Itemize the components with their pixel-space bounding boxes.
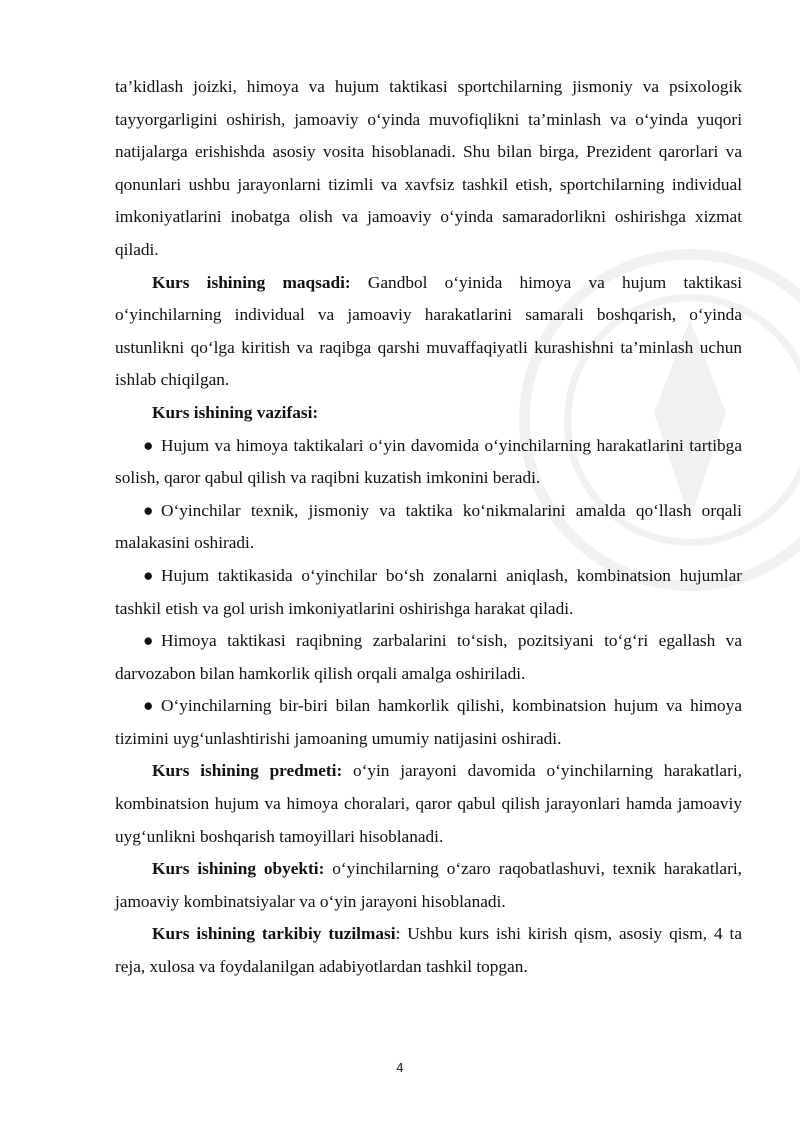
list-item-text: Himoya taktikasi raqibning zarbalarini to‘sish, pozitsiyani to‘g‘ri egallash va darvozabon bilan hamkorlik qilish orqali amalga oshiriladi. [115, 631, 742, 683]
vazifa-label: Kurs ishining vazifasi: [152, 402, 319, 422]
obyekt-paragraph [115, 853, 742, 918]
document-body [115, 71, 742, 984]
bullet-icon: ● [143, 631, 154, 651]
obyekt-label: Kurs ishining obyekti: [152, 859, 325, 879]
list-item-text: O‘yinchilarning bir-biri bilan hamkorlik qilishi, kombinatsion hujum va himoya tizimini uyg‘unlashtirishi jamoaning umumiy natijasini oshiradi. [115, 696, 742, 748]
predmet-paragraph [115, 755, 742, 853]
maqsad-paragraph [115, 267, 742, 397]
bullet-icon: ● [143, 435, 154, 455]
list-item [115, 560, 742, 625]
bullet-icon: ● [143, 500, 154, 520]
list-item-text: Hujum va himoya taktikalari o‘yin davomida o‘yinchilarning harakatlarini tartibga solish, qaror qabul qilish va raqibni kuzatish imkonini beradi. [115, 435, 742, 488]
list-item [115, 625, 742, 690]
vazifa-heading [115, 397, 742, 430]
maqsad-text: Gandbol o‘yinida himoya va hujum taktikasi o‘yinchilarning individual va jamoaviy harakatlarini samarali boshqarish, o‘yinda ustunlikni qo‘lga kiritish va raqibga qarshi muvaffaqiyatli kurashishni ta’minlash uchun ishlab chiqilgan. [115, 272, 743, 390]
predmet-text: o‘yin jarayoni davomida o‘yinchilarning harakatlari, kombinatsion hujum va himoya choralari, qaror qabul qilish jarayonlari hamda jamoaviy uyg‘unlikni boshqarish tamoyillari hisoblanadi. [115, 761, 742, 846]
tuzilma-paragraph [115, 918, 742, 983]
bullet-icon: ● [143, 565, 154, 585]
page-number: 4 [396, 1061, 404, 1075]
tuzilma-text: : Ushbu kurs ishi kirish qism, asosiy qism, 4 ta reja, xulosa va foydalanilgan adabiyotlardan tashkil topgan. [115, 924, 742, 977]
intro-paragraph: ta’kidlash joizki, himoya va hujum taktikasi sportchilarning jismoniy va psixologik tayyorgarligini oshirish, jamoaviy o‘yinda muvofiqlikni ta’minlash va o‘yinda yuqori natijalarga erishishda asosiy vosita hisoblanadi. Shu bilan birga, Prezident qarorlari va qonunlari ushbu jarayonlarni tizimli va xavfsiz tashkil etish, sportchilarning individual imkoniyatlarini inobatga olish va jamoaviy o‘yinda samaradorlikni oshirishga xizmat qiladi. [115, 77, 742, 259]
predmet-label: Kurs ishining predmeti: [152, 761, 343, 781]
obyekt-text: o‘yinchilarning o‘zaro raqobatlashuvi, texnik harakatlari, jamoaviy kombinatsiyalar va o‘yin jarayoni hisoblanadi. [115, 859, 742, 911]
list-item [115, 430, 742, 495]
list-item [115, 690, 742, 755]
list-item-text: O‘yinchilar texnik, jismoniy va taktika ko‘nikmalarini amalda qo‘llash orqali malakasini oshiradi. [115, 500, 742, 553]
bullet-icon: ● [143, 696, 154, 716]
list-item-text: Hujum taktikasida o‘yinchilar bo‘sh zonalarni aniqlash, kombinatsion hujumlar tashkil etish va gol urish imkoniyatlarini oshirishga harakat qiladi. [115, 565, 742, 618]
maqsad-label: Kurs ishining maqsadi: [152, 272, 351, 292]
list-item [115, 495, 742, 560]
tuzilma-label: Kurs ishining tarkibiy tuzilmasi [152, 924, 396, 944]
